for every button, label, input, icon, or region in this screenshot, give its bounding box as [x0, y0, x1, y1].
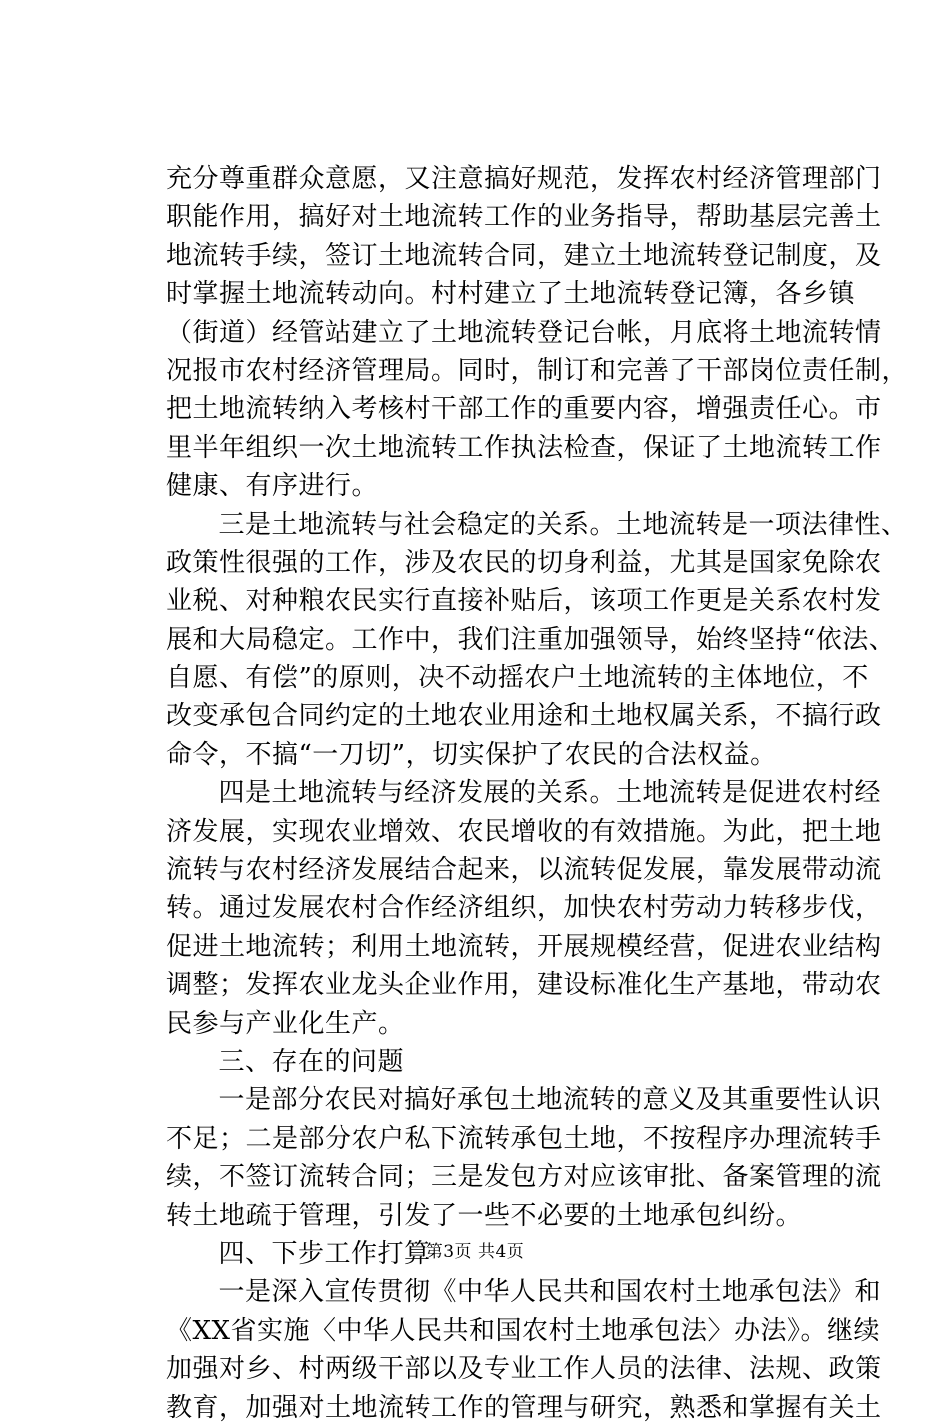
text-line: 续，不签订流转合同；三是发包方对应该审批、备案管理的流: [166, 1162, 882, 1193]
document-body: [166, 160, 909, 1427]
text-line: 把土地流转纳入考核村干部工作的重要内容，增强责任心。市: [166, 394, 882, 425]
text-line: 充分尊重群众意愿，又注意搞好规范，发挥农村经济管理部门: [166, 164, 882, 194]
section-heading: 三、存在的问题: [192, 1046, 405, 1077]
paragraph-start-line: 三是土地流转与社会稳定的关系。土地流转是一项法律性、: [192, 509, 908, 540]
text-line: （街道）经管站建立了土地流转登记台帐，月底将土地流转情: [166, 317, 882, 348]
text-line: 促进土地流转；利用土地流转，开展规模经营，促进农业结构: [166, 931, 882, 962]
paragraph-start-line: 一是部分农民对搞好承包土地流转的意义及其重要性认识: [192, 1085, 882, 1116]
text-line: 命令，不搞“一刀切”，切实保护了农民的合法权益。: [166, 739, 777, 770]
text-line: 不足；二是部分农户私下流转承包土地，不按程序办理流转手: [166, 1123, 882, 1154]
text-line: 展和大局稳定。工作中，我们注重加强领导，始终坚持“依法、: [166, 624, 896, 655]
text-line: 转土地疏于管理，引发了一些不必要的土地承包纠纷。: [166, 1200, 803, 1231]
text-line: 流转与农村经济发展结合起来，以流转促发展，靠发展带动流: [166, 855, 882, 886]
text-line: 职能作用，搞好对土地流转工作的业务指导，帮助基层完善土: [166, 202, 882, 233]
text-line: 业税、对种粮农民实行直接补贴后，该项工作更是关系农村发: [166, 586, 882, 617]
text-line: 《XX省实施〈中华人民共和国农村土地承包法〉办法》。继续: [166, 1315, 881, 1346]
paragraph-start-line: 一是深入宣传贯彻《中华人民共和国农村土地承包法》和: [192, 1277, 882, 1308]
text-line: 况报市农村经济管理局。同时，制订和完善了干部岗位责任制，: [166, 355, 909, 386]
text-line: 地流转手续，签订土地流转合同，建立土地流转登记制度，及: [166, 240, 882, 271]
text-line: 教育，加强对土地流转工作的管理与研究，熟悉和掌握有关土: [166, 1392, 882, 1423]
text-line: 济发展，实现农业增效、农民增收的有效措施。为此，把土地: [166, 816, 882, 847]
text-line: 改变承包合同约定的土地农业用途和土地权属关系，不搞行政: [166, 701, 882, 732]
section-heading: 四、下步工作打算: [192, 1238, 431, 1269]
page-number-footer: 第3页 共4页: [425, 1242, 525, 1262]
text-line: 政策性很强的工作，涉及农民的切身利益，尤其是国家免除农: [166, 547, 882, 578]
paragraph-start-line: 四是土地流转与经济发展的关系。土地流转是促进农村经: [192, 778, 882, 809]
text-line: 转。通过发展农村合作经济组织，加快农村劳动力转移步伐，: [166, 893, 882, 924]
text-line: 调整；发挥农业龙头企业作用，建设标准化生产基地，带动农: [166, 970, 882, 1001]
text-line: 加强对乡、村两级干部以及专业工作人员的法律、法规、政策: [166, 1354, 882, 1385]
text-line: 民参与产业化生产。: [166, 1008, 405, 1039]
text-line: 时掌握土地流转动向。村村建立了土地流转登记簿，各乡镇: [166, 279, 856, 310]
text-line: 自愿、有偿”的原则，决不动摇农户土地流转的主体地位，不: [166, 663, 869, 694]
text-line: 健康、有序进行。: [166, 471, 379, 502]
text-line: 里半年组织一次土地流转工作执法检查，保证了土地流转工作: [166, 432, 882, 463]
